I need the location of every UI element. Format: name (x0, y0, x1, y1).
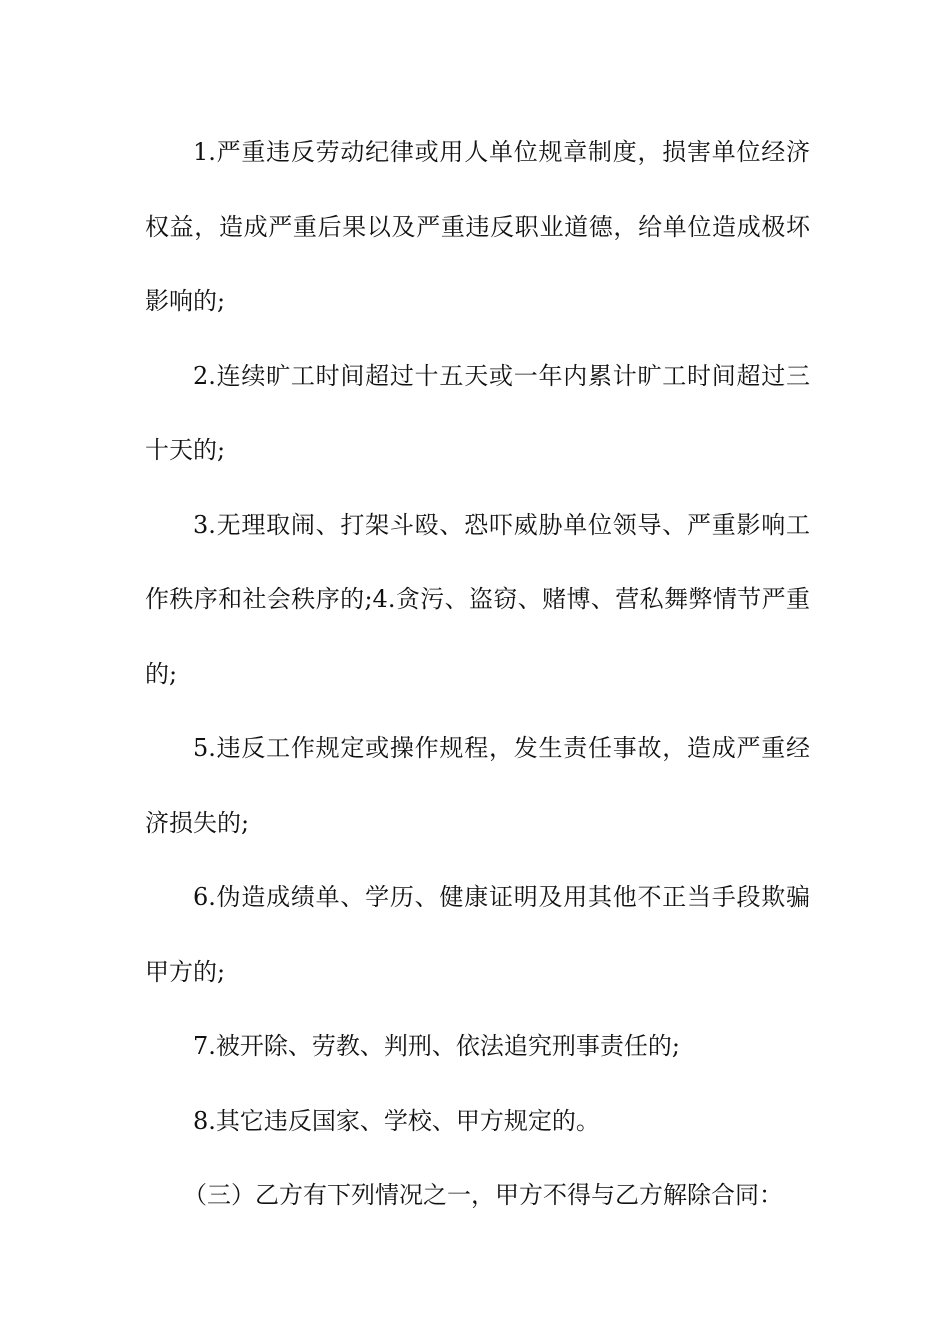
clause-2: 2.连续旷工时间超过十五天或一年内累计旷工时间超过三十天的; (145, 361, 810, 464)
clause-6: 6.伪造成绩单、学历、健康证明及用其他不正当手段欺骗甲方的; (145, 883, 810, 986)
section-heading-3: （三）乙方有下列情况之一，甲方不得与乙方解除合同： (183, 1181, 783, 1209)
clause-8: 8.其它违反国家、学校、甲方规定的。 (193, 1106, 600, 1135)
document-body (145, 115, 810, 1233)
clause-1: 1.严重违反劳动纪律或用人单位规章制度，损害单位经济权益，造成严重后果以及严重违反职业道德，给单位造成极坏影响的; (145, 138, 810, 315)
clause-7: 7.被开除、劳教、判刑、依法追究刑事责任的; (193, 1032, 680, 1060)
clause-3-4: 3.无理取闹、打架斗殴、恐吓威胁单位领导、严重影响工作秩序和社会秩序的;4.贪污、盗窃、赌博、营私舞弊情节严重的; (145, 510, 810, 688)
clause-5: 5.违反工作规定或操作规程，发生责任事故，造成严重经济损失的; (145, 734, 810, 837)
